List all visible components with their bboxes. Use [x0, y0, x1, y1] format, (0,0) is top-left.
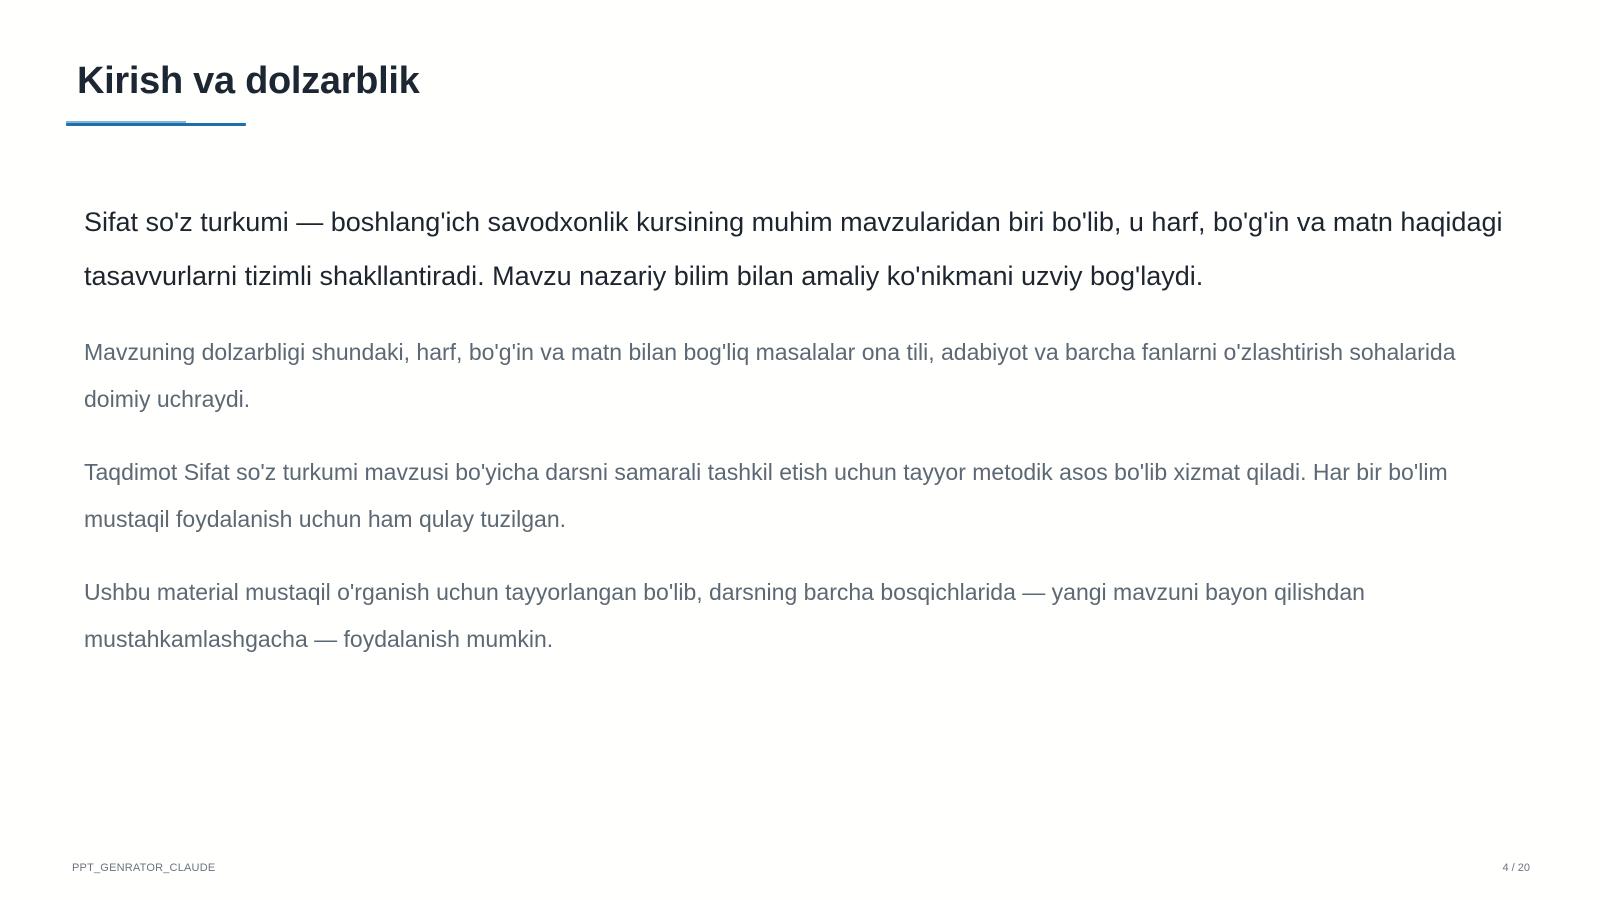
page-number: 4 / 20: [1502, 862, 1530, 874]
footer-source-label: PPT_GENRATOR_CLAUDE: [72, 862, 216, 874]
title-underline-bar: [66, 123, 246, 126]
lead-paragraph: Sifat so'z turkumi — boshlang'ich savodxonlik kursining muhim mavzularidan biri bo'lib, u harf, bo'g'in va matn haqidagi tasavvurlarni tizimli shakllantiradi. Mavzu nazariy bilim bilan amaliy ko'nikmani uzviy bog'laydi.: [84, 207, 1503, 291]
title-underline-accent: [66, 121, 186, 123]
body-paragraph-1: Mavzuning dolzarbligi shundaki, harf, bo'g'in va matn bilan bog'liq masalalar ona tili, adabiyot va barcha fanlarni o'zlashtirish sohalarida doimiy uchraydi.: [84, 339, 1456, 412]
body-paragraph-3: Ushbu material mustaqil o'rganish uchun tayyorlangan bo'lib, darsning barcha bosqichlarida — yangi mavzuni bayon qilishdan mustahkamlashgacha — foydalanish mumkin.: [84, 579, 1365, 652]
slide-title: Kirish va dolzarblik: [77, 60, 420, 102]
body-paragraph-2: Taqdimot Sifat so'z turkumi mavzusi bo'yicha darsni samarali tashkil etish uchun tayyor metodik asos bo'lib xizmat qiladi. Har bir bo'lim mustaqil foydalanish uchun ham qulay tuzilgan.: [84, 459, 1448, 532]
title-underline: [66, 121, 246, 126]
